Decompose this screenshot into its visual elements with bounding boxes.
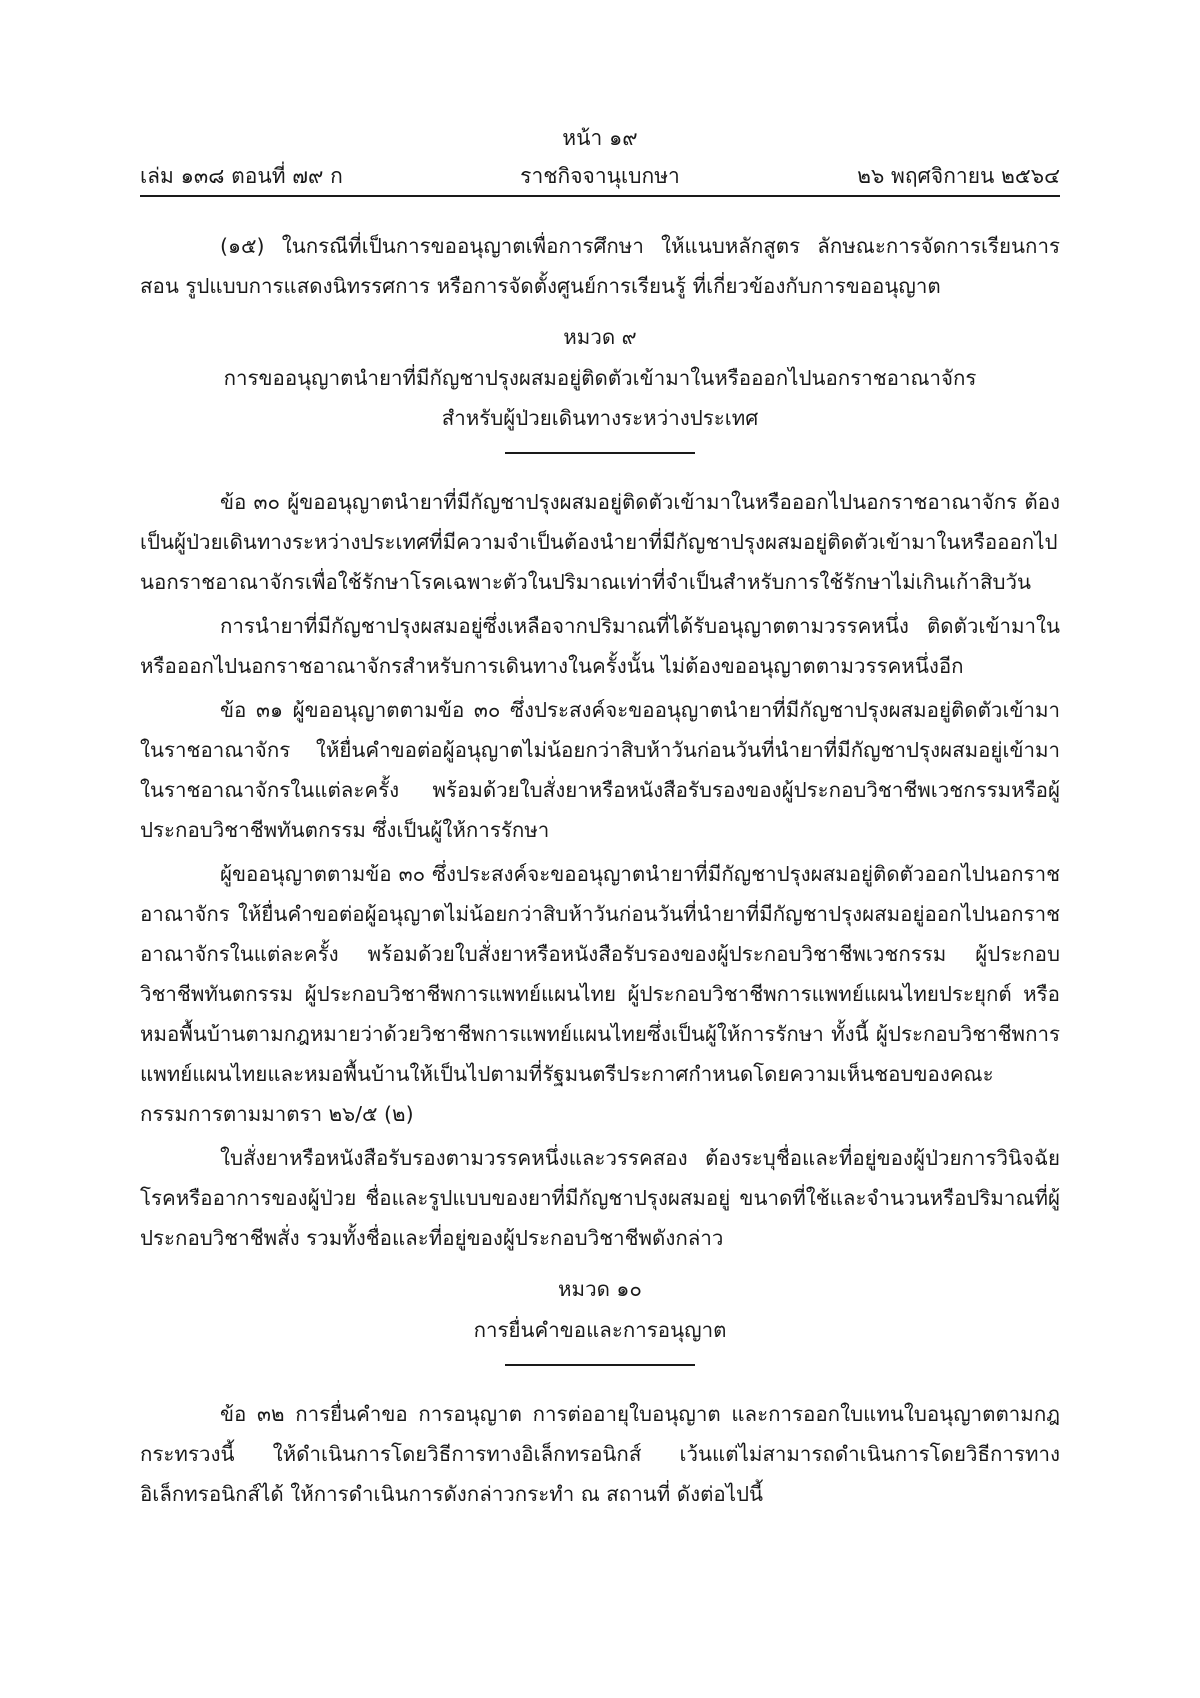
paragraph-item-15: (๑๕) ในกรณีที่เป็นการขออนุญาตเพื่อการศึกษา ให้แนบหลักสูตร ลักษณะการจัดการเรียนการสอน รูปแบบการแสดงนิทรรศการ หรือการจัดตั้งศูนย์การเรียนรู้ ที่เกี่ยวข้องกับการขออนุญาต (140, 234, 1060, 298)
section-31-para-2: ผู้ขออนุญาตตามข้อ ๓๐ ซึ่งประสงค์จะขออนุญาตนำยาที่มีกัญชาปรุงผสมอยู่ติดตัวออกไปนอกราชอาณาจักร ให้ยื่นคำขอต่อผู้อนุญาตไม่น้อยกว่าสิบห้าวันก่อนวันที่นำยาที่มีกัญชาปรุงผสมอยู่ออกไปนอกราชอาณาจักรในแต่ละครั้ง พร้อมด้วยใบสั่งยาหรือหนังสือรับรองของผู้ประกอบวิชาชีพเวชกรรม ผู้ประกอบวิชาชีพทันตกรรม ผู้ประกอบวิชาชีพการแพทย์แผนไทย ผู้ประกอบวิชาชีพการแพทย์แผนไทยประยุกต์ หรือหมอพื้นบ้านตามกฎหมายว่าด้วยวิชาชีพการแพทย์แผนไทยซึ่งเป็นผู้ให้การรักษา ทั้งนี้ ผู้ประกอบวิชาชีพการแพทย์แผนไทยและหมอพื้นบ้านให้เป็นไปตามที่รัฐมนตรีประกาศกำหนดโดยความเห็นชอบของคณะกรรมการตามมาตรา ๒๖/๕ (๒) (140, 862, 1060, 1126)
section-32-para-1: ข้อ ๓๒ การยื่นคำขอ การอนุญาต การต่ออายุใบอนุญาต และการออกใบแทนใบอนุญาตตามกฎกระทรวงนี้ ให้ดำเนินการโดยวิธีการทางอิเล็กทรอนิกส์ เว้นแต่ไม่สามารถดำเนินการโดยวิธีการทางอิเล็กทรอนิกส์ได้ ให้การดำเนินการดังกล่าวกระทำ ณ สถานที่ ดังต่อไปนี้ (140, 1402, 1060, 1506)
chapter-10-title: การยื่นคำขอและการอนุญาต (473, 1318, 727, 1342)
chapter-10-divider (505, 1364, 695, 1366)
chapter-9-title-line-1: การขออนุญาตนำยาที่มีกัญชาปรุงผสมอยู่ติดตัวเข้ามาในหรือออกไปนอกราชอาณาจักร (223, 366, 977, 390)
section-30-para-2: การนำยาที่มีกัญชาปรุงผสมอยู่ซึ่งเหลือจากปริมาณที่ได้รับอนุญาตตามวรรคหนึ่ง ติดตัวเข้ามาในหรือออกไปนอกราชอาณาจักรสำหรับการเดินทางในครั้งนั้น ไม่ต้องขออนุญาตตามวรรคหนึ่งอีก (140, 614, 1060, 678)
running-header (140, 160, 1060, 190)
volume-issue: เล่ม ๑๓๘ ตอนที่ ๗๙ ก (140, 164, 343, 188)
section-30-para-1: ข้อ ๓๐ ผู้ขออนุญาตนำยาที่มีกัญชาปรุงผสมอยู่ติดตัวเข้ามาในหรือออกไปนอกราชอาณาจักร ต้องเป็นผู้ป่วยเดินทางระหว่างประเทศที่มีความจำเป็นต้องนำยาที่มีกัญชาปรุงผสมอยู่ติดตัวเข้ามาในหรือออกไปนอกราชอาณาจักรเพื่อใช้รักษาโรคเฉพาะตัวในปริมาณเท่าที่จำเป็นสำหรับการใช้รักษาไม่เกินเก้าสิบวัน (140, 490, 1060, 594)
chapter-10-number: หมวด ๑๐ (558, 1277, 642, 1301)
document-body (140, 226, 1060, 1518)
chapter-9-title-line-2: สำหรับผู้ป่วยเดินทางระหว่างประเทศ (441, 406, 759, 430)
publication-date: ๒๖ พฤศจิกายน ๒๕๖๔ (857, 164, 1060, 188)
chapter-9-number: หมวด ๙ (563, 325, 637, 349)
section-31-para-1: ข้อ ๓๑ ผู้ขออนุญาตตามข้อ ๓๐ ซึ่งประสงค์จะขออนุญาตนำยาที่มีกัญชาปรุงผสมอยู่ติดตัวเข้ามาในราชอาณาจักร ให้ยื่นคำขอต่อผู้อนุญาตไม่น้อยกว่าสิบห้าวันก่อนวันที่นำยาที่มีกัญชาปรุงผสมอยู่เข้ามาในราชอาณาจักรในแต่ละครั้ง พร้อมด้วยใบสั่งยาหรือหนังสือรับรองของผู้ประกอบวิชาชีพเวชกรรมหรือผู้ประกอบวิชาชีพทันตกรรม ซึ่งเป็นผู้ให้การรักษา (140, 698, 1060, 842)
gazette-name: ราชกิจจานุเบกษา (520, 164, 680, 188)
page-number: หน้า ๑๙ (562, 126, 638, 150)
header-rule (140, 195, 1060, 197)
section-31-para-3: ใบสั่งยาหรือหนังสือรับรองตามวรรคหนึ่งและวรรคสอง ต้องระบุชื่อและที่อยู่ของผู้ป่วยการวินิจฉัยโรคหรืออาการของผู้ป่วย ชื่อและรูปแบบของยาที่มีกัญชาปรุงผสมอยู่ ขนาดที่ใช้และจำนวนหรือปริมาณที่ผู้ประกอบวิชาชีพสั่ง รวมทั้งชื่อและที่อยู่ของผู้ประกอบวิชาชีพดังกล่าว (140, 1146, 1060, 1250)
chapter-9-divider (505, 452, 695, 454)
